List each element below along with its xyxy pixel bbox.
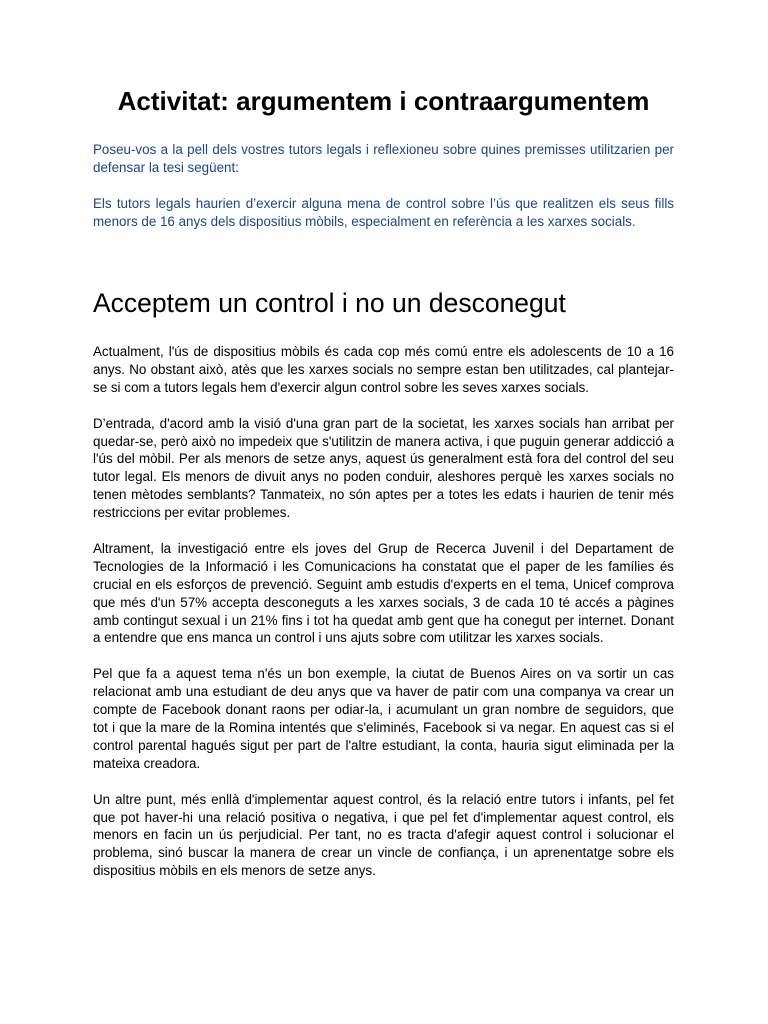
paragraph: Pel que fa a aquest tema n'és un bon exemple, la ciutat de Buenos Aires on va sortir un cas relacionat amb una estudiant de deu anys que va haver de patir com una companya va crear un compte de Facebook donant raons per odiar-la, i acumulant un gran nombre de seguidors, que tot i que la mare de la Romina intentés que s'eliminés, Facebook si va negar. En aquest cas si el control parental hagués sigut per part de l'altre estudiant, la conta, hauria sigut eliminada per la mateixa creadora. <box>93 666 674 771</box>
page-title: Activitat: argumentem i contraargumentem <box>117 86 650 116</box>
essay-body <box>93 343 674 898</box>
thesis-statement: Els tutors legals haurien d’exercir alguna mena de control sobre l’ús que realitzen els seus fills menors de 16 anys dels dispositius mòbils, especialment en referència a les xarxes socials. <box>93 196 674 229</box>
section-title: Acceptem un control i no un desconegut <box>93 288 566 318</box>
paragraph: Actualment, l'ús de dispositius mòbils és cada cop més comú entre els adolescents de 10 a 16 anys. No obstant això, atès que les xarxes socials no sempre estan ben utilitzades, cal plantejar-se si com a tutors legals hem d'exercir algun control sobre les seves xarxes socials. <box>93 344 674 395</box>
paragraph: D’entrada, d'acord amb la visió d'una gran part de la societat, les xarxes socials han arribat per quedar-se, però això no impedeix que s'utilitzin de manera activa, i que puguin generar addicció a l'ús del mòbil. Per als menors de setze anys, aquest ús generalment està fora del control del seu tutor legal. Els menors de divuit anys no poden conduir, aleshores perquè les xarxes socials no tenen mètodes semblants? Tanmateix, no són aptes per a totes les edats i haurien de tenir més restriccions per evitar problemes. <box>93 415 674 521</box>
paragraph: Un altre punt, més enllà d'implementar aquest control, és la relació entre tutors i infants, pel fet que pot haver-hi una relació positiva o negativa, i que pel fet d'implementar aquest control, els menors en facin un ús perjudicial. Per tant, no es tracta d'afegir aquest control i solucionar el problema, sinó buscar la manera de crear un vincle de confiança, i un aprenentatge sobre els dispositius mòbils en els menors de setze anys. <box>93 791 674 879</box>
activity-instructions <box>93 141 674 231</box>
paragraph: Altrament, la investigació entre els joves del Grup de Recerca Juvenil i del Departament de Tecnologies de la Informació i les Comunicacions ha constatat que el paper de les famílies és crucial en els esforços de prevenció. Seguint amb estudis d'experts en el tema, Unicef comprova que més d'un 57% accepta desconeguts a les xarxes socials, 3 de cada 10 té accés a pàgines amb contingut sexual i un 21% fins i tot ha quedat amb gent que ha conegut per internet. Donant a entendre que ens manca un control i uns ajuts sobre com utilitzar les xarxes socials. <box>93 540 674 646</box>
instruction-prompt: Poseu-vos a la pell dels vostres tutors legals i reflexioneu sobre quines premisses utilitzarien per defensar la tesi següent: <box>93 142 674 175</box>
